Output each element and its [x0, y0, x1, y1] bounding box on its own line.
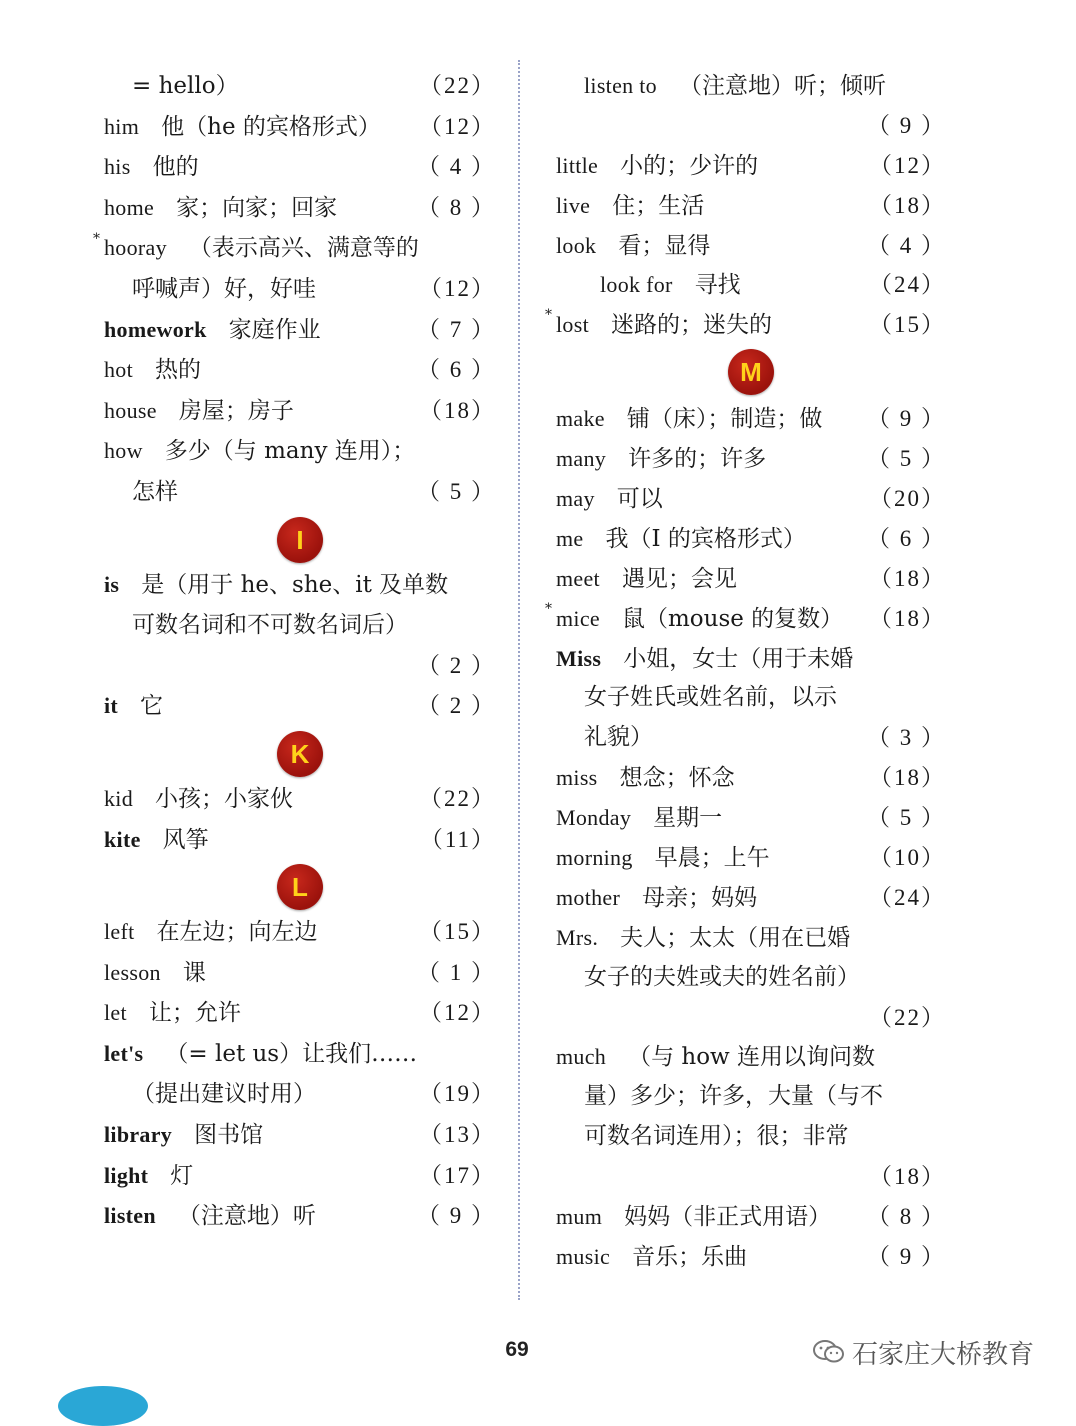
entry-definition: 量）多少；许多，大量（与不 [584, 1083, 883, 1110]
entry-lesson-number: （ 2 ） [417, 652, 496, 678]
entry-word: many [556, 446, 607, 472]
glossary-entry [556, 718, 946, 758]
entry-lesson-number: （17） [419, 1162, 496, 1188]
glossary-entry [545, 305, 946, 345]
entry-word: Miss [556, 645, 602, 671]
glossary-entry [104, 779, 496, 820]
entry-definition: 早晨；上午 [654, 845, 770, 872]
entry-lesson-number: （10） [869, 845, 946, 871]
entry-lesson-number: （18） [419, 397, 496, 423]
entry-word: home [104, 194, 155, 220]
entry-definition: 星期一 [653, 805, 723, 832]
letter-section-heading [104, 860, 496, 912]
entry-word: listen to [584, 73, 657, 98]
entry-lesson-number: （13） [419, 1122, 496, 1148]
entry-lesson-number: （24） [869, 272, 946, 298]
entry-word: listen [104, 1203, 156, 1229]
entry-lesson-number: （ 1 ） [417, 959, 496, 985]
letter-badge: L [277, 864, 323, 910]
entry-definition: 它 [140, 693, 164, 720]
entry-word: his [104, 154, 131, 180]
glossary-entry [104, 1115, 496, 1156]
entry-word: is [104, 571, 120, 597]
entry-definition: 让；允许 [148, 1000, 241, 1027]
entry-lesson-number: （12） [419, 113, 496, 139]
entry-definition: 课 [182, 959, 206, 986]
entry-lesson-number: （20） [869, 486, 946, 512]
entry-lesson-number: （ 4 ） [867, 232, 946, 258]
entry-word: music [556, 1243, 611, 1269]
glossary-entry [556, 1077, 946, 1117]
entry-lesson-number: （12） [419, 275, 496, 301]
glossary-entry [104, 686, 496, 727]
entry-definition: 他的 [152, 154, 199, 181]
entry-lesson-number: （12） [419, 1000, 496, 1026]
entry-lesson-number: （ 9 ） [867, 112, 946, 138]
entry-definition: 家庭作业 [228, 316, 321, 343]
entry-definition: 在左边；向左边 [156, 919, 318, 946]
watermark-text: 石家庄大桥教育 [852, 1340, 1035, 1370]
glossary-right-column [545, 66, 946, 1277]
entry-word: house [104, 397, 157, 423]
entry-word: lesson [104, 959, 161, 985]
entry-definition: 呼喊声）好，好哇 [132, 275, 316, 302]
entry-lesson-number: （ 5 ） [417, 478, 496, 504]
letter-section-heading [104, 727, 496, 779]
entry-definition: 夫人；太太（用在已婚 [620, 924, 851, 951]
entry-definition: 想念；怀念 [619, 765, 735, 792]
entry-definition: 遇见；会见 [621, 565, 737, 592]
entry-lesson-number: （ 2 ） [417, 693, 496, 719]
glossary-entry [556, 519, 946, 559]
entry-word: look [556, 232, 597, 258]
entry-definition: （注意地）听；倾听 [678, 73, 886, 99]
page-number: 69 [505, 1338, 529, 1361]
entry-lesson-number: （15） [419, 919, 496, 945]
entry-definition: 可数名词连用）；很；非常 [584, 1123, 849, 1150]
glossary-entry [104, 820, 496, 861]
glossary-entry [556, 106, 946, 146]
entry-word: homework [104, 316, 207, 342]
glossary-entry [104, 912, 496, 953]
entry-word: miss [556, 765, 598, 791]
entry-lesson-number: （ 5 ） [867, 805, 946, 831]
star-marker: * [93, 231, 100, 248]
entry-definition: 音乐；乐曲 [632, 1243, 748, 1270]
entry-word: how [104, 438, 143, 464]
glossary-entry [556, 1237, 946, 1277]
entry-lesson-number: （22） [869, 1004, 946, 1030]
entry-definition: 寻找 [694, 272, 741, 299]
glossary-entry [104, 107, 496, 148]
letter-badge: I [277, 517, 323, 563]
entry-word: library [104, 1122, 173, 1148]
glossary-entry [556, 958, 946, 998]
entry-definition: 小的；少许的 [620, 152, 759, 179]
entry-lesson-number: （ 3 ） [867, 725, 946, 751]
letter-section-heading [104, 513, 496, 565]
entry-lesson-number: （24） [869, 884, 946, 910]
entry-definition: 女子的夫姓或夫的姓名前） [584, 963, 860, 990]
glossary-entry [556, 678, 946, 718]
entry-definition: 图书馆 [194, 1122, 264, 1149]
entry-lesson-number: （12） [869, 152, 946, 178]
entry-definition: 可数名词和不可数名词后） [132, 612, 408, 639]
glossary-left-column [93, 66, 496, 1237]
glossary-entry [556, 998, 946, 1038]
entry-word: morning [556, 845, 633, 871]
glossary-entry [556, 66, 946, 106]
letter-badge: M [728, 349, 774, 395]
entry-word: kite [104, 826, 141, 852]
entry-definition: （与 how 连用以询问数 [628, 1044, 876, 1071]
entry-lesson-number: （ 9 ） [867, 1243, 946, 1269]
entry-lesson-number: （18） [869, 565, 946, 591]
entry-lesson-number: （ 5 ） [867, 446, 946, 472]
entry-definition: 可以 [616, 486, 663, 513]
entry-definition: 看；显得 [618, 232, 711, 259]
glossary-entry [556, 1197, 946, 1237]
entry-definition: 鼠（mouse 的复数） [621, 605, 844, 632]
glossary-entry [556, 186, 946, 226]
entry-word: let [104, 1000, 127, 1026]
entry-definition: 家；向家；回家 [176, 194, 338, 221]
glossary-entry [556, 1037, 946, 1077]
entry-word: mice [556, 605, 600, 631]
entry-lesson-number: （22） [419, 785, 496, 811]
entry-word: him [104, 113, 140, 139]
entry-definition: 妈妈（非正式用语） [624, 1204, 832, 1231]
entry-word: Monday [556, 805, 632, 831]
letter-section-heading [556, 345, 946, 399]
entry-lesson-number: （18） [869, 1164, 946, 1190]
entry-lesson-number: （ 6 ） [417, 357, 496, 383]
entry-lesson-number: （18） [869, 192, 946, 218]
entry-word: live [556, 192, 591, 218]
letter-badge: K [277, 731, 323, 777]
glossary-entry [556, 1117, 946, 1157]
glossary-entry [104, 350, 496, 391]
glossary-entry [556, 399, 946, 439]
glossary-entry [556, 479, 946, 519]
entry-definition: 风筝 [162, 826, 209, 853]
entry-definition: 母亲；妈妈 [642, 884, 758, 911]
entry-definition: 热的 [155, 357, 202, 384]
wechat-logo-icon [812, 1339, 846, 1372]
entry-definition: 迷路的；迷失的 [611, 312, 772, 339]
glossary-entry [104, 66, 496, 107]
glossary-entry [556, 559, 946, 599]
glossary-entry [556, 146, 946, 186]
glossary-entry [556, 1157, 946, 1197]
entry-definition: 小孩；小家伙 [155, 785, 294, 812]
entry-word: it [104, 693, 119, 719]
glossary-entry [104, 1034, 496, 1075]
entry-word: Mrs. [556, 924, 599, 950]
entry-word: me [556, 525, 584, 551]
entry-word: mother [556, 884, 621, 910]
glossary-entry [104, 472, 496, 513]
entry-definition: 铺（床）；制造；做 [626, 406, 823, 433]
entry-word: meet [556, 565, 600, 591]
entry-word: light [104, 1162, 149, 1188]
entry-definition: 多少（与 many 连用）； [164, 438, 416, 465]
entry-definition: 我（I 的宾格形式） [605, 525, 806, 552]
entry-definition: 小姐，女士（用于未婚 [623, 645, 854, 672]
column-divider [518, 60, 520, 1300]
glossary-entry [104, 391, 496, 432]
entry-definition: 灯 [170, 1162, 194, 1189]
glossary-entry [104, 993, 496, 1034]
glossary-entry [556, 838, 946, 878]
entry-word: mum [556, 1204, 603, 1230]
entry-word: much [556, 1044, 607, 1070]
entry-definition: 他（he 的宾格形式） [161, 113, 381, 140]
entry-lesson-number: （ 9 ） [867, 406, 946, 432]
glossary-entry [556, 878, 946, 918]
glossary-entry [104, 953, 496, 994]
entry-lesson-number: （ 6 ） [867, 525, 946, 551]
glossary-entry [104, 565, 496, 606]
glossary-entry [104, 269, 496, 310]
glossary-entry [104, 310, 496, 351]
watermark [812, 1334, 1034, 1372]
glossary-entry [104, 431, 496, 472]
entry-definition: 是（用于 he、she、it 及单数 [141, 571, 449, 598]
entry-word: left [104, 919, 135, 945]
glossary-entry [104, 188, 496, 229]
glossary-entry [104, 605, 496, 646]
glossary-entry [104, 147, 496, 188]
glossary-entry [93, 228, 496, 269]
glossary-entry [545, 599, 946, 639]
entry-lesson-number: （ 7 ） [417, 316, 496, 342]
entry-word: lost [556, 312, 589, 338]
entry-definition: （注意地）听 [177, 1203, 316, 1230]
entry-definition: 怎样 [132, 478, 178, 505]
entry-word: let's [104, 1040, 144, 1066]
entry-definition: （提出建议时用） [132, 1081, 316, 1108]
entry-lesson-number: （ 9 ） [417, 1203, 496, 1229]
entry-lesson-number: （22） [419, 73, 496, 98]
entry-lesson-number: （18） [869, 765, 946, 791]
glossary-entry [556, 265, 946, 305]
entry-lesson-number: （15） [869, 312, 946, 338]
entry-definition: 房屋；房子 [178, 397, 294, 424]
glossary-entry [104, 1074, 496, 1115]
entry-definition: 女子姓氏或姓名前，以示 [584, 684, 837, 711]
entry-word: hot [104, 357, 134, 383]
star-marker: * [545, 307, 552, 324]
entry-definition: （= let us）让我们…… [165, 1040, 418, 1067]
entry-definition: 许多的；许多 [628, 446, 767, 473]
entry-word: hooray [104, 235, 167, 261]
corner-decoration [58, 1386, 148, 1426]
entry-word: may [556, 486, 595, 512]
entry-word: look for [600, 272, 673, 298]
entry-lesson-number: （19） [419, 1081, 496, 1107]
glossary-entry [104, 646, 496, 687]
entry-lesson-number: （ 8 ） [417, 194, 496, 220]
entry-word: kid [104, 785, 134, 811]
glossary-entry [556, 798, 946, 838]
entry-lesson-number: （18） [869, 605, 946, 631]
entry-definition: （表示高兴、满意等的 [188, 235, 419, 262]
glossary-entry [556, 439, 946, 479]
entry-lesson-number: （ 8 ） [867, 1204, 946, 1230]
glossary-entry [556, 918, 946, 958]
star-marker: * [545, 600, 552, 617]
glossary-entry [104, 1156, 496, 1197]
entry-lesson-number: （ 4 ） [417, 154, 496, 180]
glossary-entry [556, 758, 946, 798]
entry-word: little [556, 152, 599, 178]
glossary-entry [104, 1196, 496, 1237]
entry-lesson-number: （11） [419, 826, 496, 852]
entry-definition: = hello） [132, 73, 239, 99]
entry-definition: 礼貌） [584, 724, 653, 751]
entry-definition: 住；生活 [612, 192, 705, 219]
entry-word: make [556, 406, 605, 432]
glossary-entry [556, 226, 946, 266]
glossary-entry [556, 639, 946, 679]
